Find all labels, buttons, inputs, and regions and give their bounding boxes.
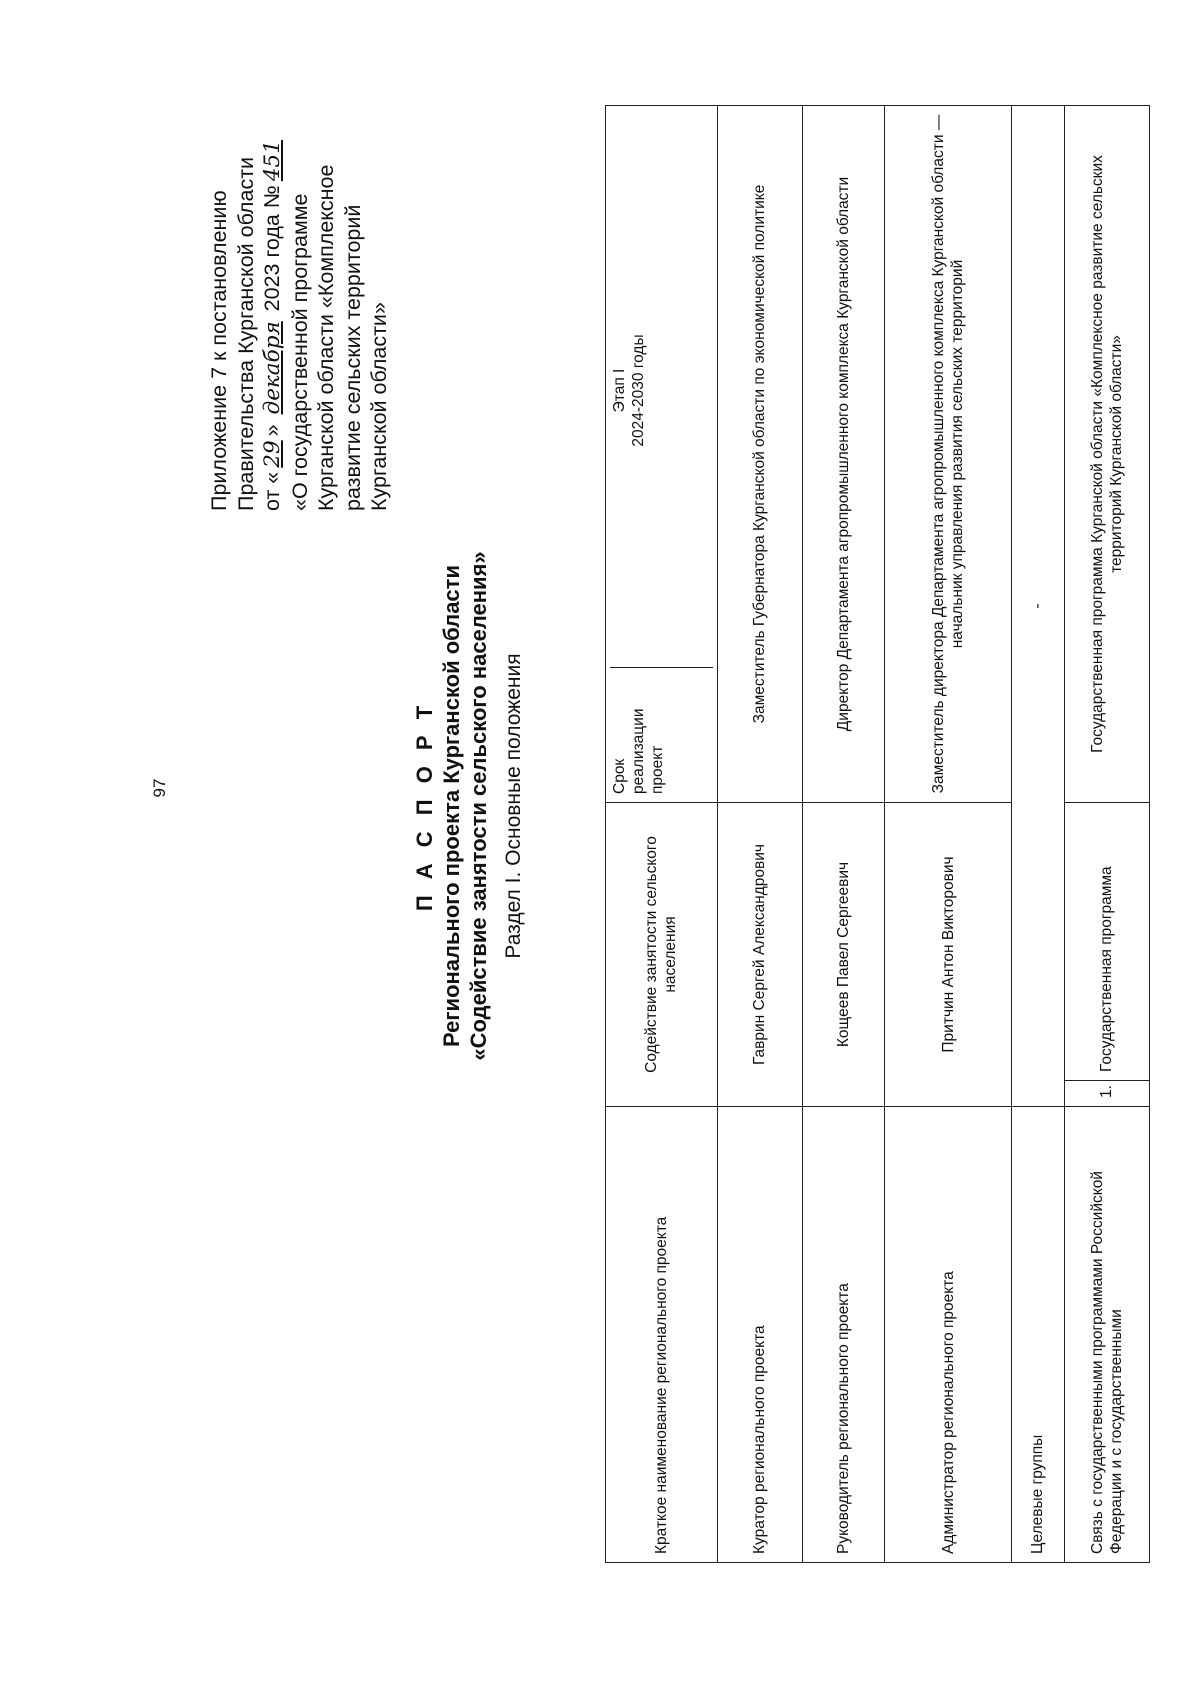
handwritten-day: 29 bbox=[260, 440, 285, 468]
page-number: 97 bbox=[150, 778, 169, 798]
term-label: Срок реализации проект bbox=[610, 667, 713, 794]
row-label: Связь с государственными программами Российской Федерации и с государственными bbox=[1064, 1107, 1149, 1563]
appendix-line: «О государственной программе bbox=[287, 193, 312, 511]
handwritten-month: декабря bbox=[260, 321, 285, 415]
curator-name: Гаврин Сергей Александрович bbox=[717, 803, 802, 1107]
appendix-line: Приложение 7 к постановлению bbox=[207, 190, 231, 511]
table-row bbox=[885, 106, 1011, 1563]
appendix-line: развитие сельских территорий bbox=[340, 204, 365, 511]
row-label: Руководитель регионального проекта bbox=[803, 1107, 885, 1563]
document-title: П А С П О Р Т bbox=[412, 700, 437, 912]
stage-cell bbox=[606, 106, 718, 803]
title-block bbox=[412, 426, 526, 1186]
table-row bbox=[1064, 106, 1149, 1563]
handwritten-number: 451 bbox=[260, 140, 285, 182]
item-number: 1. bbox=[1064, 1081, 1149, 1107]
row-label: Краткое наименование регионального проекта bbox=[606, 1107, 718, 1563]
administrator-name: Притчин Антон Викторович bbox=[885, 803, 1011, 1107]
row-label: Целевые группы bbox=[1011, 1107, 1064, 1563]
appendix-line: Курганской области» bbox=[367, 302, 391, 511]
leader-name: Кощеев Павел Сергеевич bbox=[803, 803, 885, 1107]
short-name-value: Содействие занятости сельского населения bbox=[606, 803, 718, 1107]
stage-value bbox=[610, 114, 713, 667]
leader-position: Директор Департамента агропромышленного комплекса Курганской области bbox=[803, 106, 885, 803]
row-label: Куратор регионального проекта bbox=[717, 1107, 802, 1563]
table-row bbox=[803, 106, 885, 1563]
target-groups-value: - bbox=[1011, 106, 1064, 1107]
table-row bbox=[606, 106, 718, 1563]
appendix-date-line bbox=[259, 51, 287, 511]
project-name: «Содействие занятости сельского населения» bbox=[466, 551, 491, 1061]
document-subtitle: Регионального проекта Курганской области bbox=[439, 565, 464, 1047]
stage-years: 2024-2030 годы bbox=[630, 334, 647, 447]
stage-label: Этап I bbox=[611, 368, 628, 413]
table-row bbox=[717, 106, 802, 1563]
appendix-date-prefix: от « bbox=[260, 471, 284, 511]
program-value: Государственная программа Курганской области «Комплексное развитие сельских территорий Курганской области» bbox=[1064, 106, 1149, 803]
appendix-block bbox=[206, 51, 393, 511]
appendix-year: 2023 года № bbox=[260, 185, 284, 318]
appendix-line: Правительства Курганской области bbox=[233, 156, 258, 511]
table-row bbox=[1011, 106, 1064, 1563]
administrator-position: Заместитель директора Департамента агропромышленного комплекса Курганской области — начальник управления развития сельских территорий bbox=[885, 106, 1011, 803]
row-label: Администратор регионального проекта bbox=[885, 1107, 1011, 1563]
appendix-date-mid: » bbox=[260, 418, 284, 437]
appendix-line: Курганской области «Комплексное bbox=[314, 164, 338, 511]
program-type: Государственная программа bbox=[1064, 803, 1149, 1081]
curator-position: Заместитель Губернатора Курганской области по экономической политике bbox=[717, 106, 802, 803]
section-title: Раздел I. Основные положения bbox=[502, 653, 525, 959]
passport-table bbox=[605, 105, 1150, 1563]
